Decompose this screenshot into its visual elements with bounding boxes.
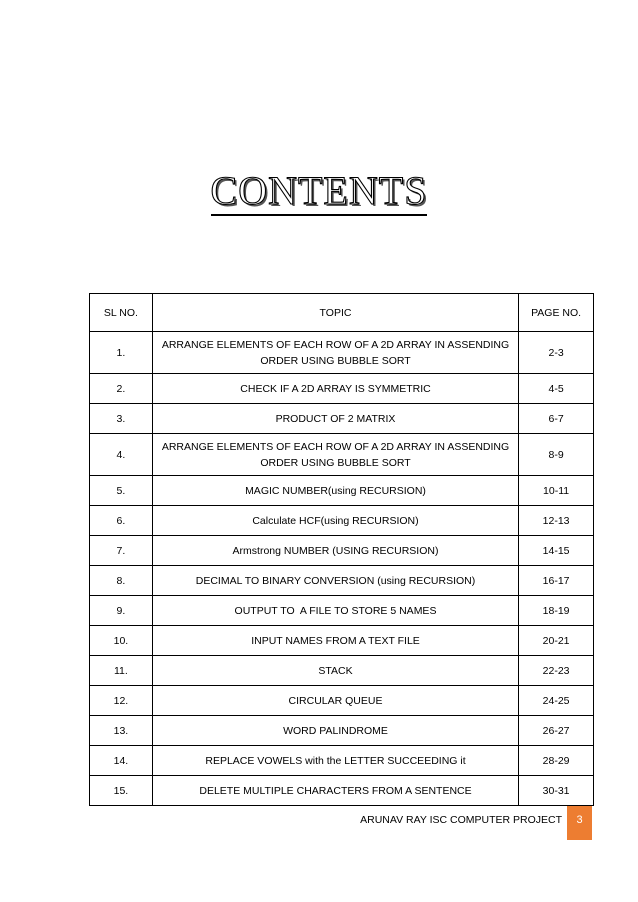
row-sl-no: 12. xyxy=(90,686,153,716)
table-row xyxy=(90,776,594,806)
row-sl-no: 8. xyxy=(90,566,153,596)
row-topic: Calculate HCF(using RECURSION) xyxy=(152,506,518,536)
row-page-no: 10-11 xyxy=(519,476,594,506)
table-row xyxy=(90,626,594,656)
row-topic: Armstrong NUMBER (USING RECURSION) xyxy=(152,536,518,566)
row-topic-line: ARRANGE ELEMENTS OF EACH ROW OF A 2D ARRAY IN ASSENDING xyxy=(161,338,510,351)
table-row xyxy=(90,566,594,596)
page-title-text: CONTENTS xyxy=(211,168,428,216)
row-sl-no: 5. xyxy=(90,476,153,506)
row-topic: REPLACE VOWELS with the LETTER SUCCEEDING it xyxy=(152,746,518,776)
contents-table xyxy=(89,293,594,806)
row-page-no: 6-7 xyxy=(519,404,594,434)
table-row xyxy=(90,716,594,746)
table-header-row xyxy=(90,294,594,332)
row-page-no: 30-31 xyxy=(519,776,594,806)
page-title xyxy=(0,166,638,216)
row-sl-no: 9. xyxy=(90,596,153,626)
row-page-no: 12-13 xyxy=(519,506,594,536)
header-sl-no: SL NO. xyxy=(90,294,153,332)
table-row xyxy=(90,404,594,434)
row-sl-no: 11. xyxy=(90,656,153,686)
row-topic: CHECK IF A 2D ARRAY IS SYMMETRIC xyxy=(152,374,518,404)
table-row xyxy=(90,374,594,404)
row-topic-line: ARRANGE ELEMENTS OF EACH ROW OF A 2D ARRAY IN ASSENDING xyxy=(161,440,510,453)
table-row xyxy=(90,506,594,536)
row-sl-no: 7. xyxy=(90,536,153,566)
row-page-no: 20-21 xyxy=(519,626,594,656)
row-topic: MAGIC NUMBER(using RECURSION) xyxy=(152,476,518,506)
row-topic xyxy=(152,332,518,374)
row-topic: STACK xyxy=(152,656,518,686)
row-page-no: 8-9 xyxy=(519,434,594,476)
page-footer xyxy=(0,806,638,840)
table-row xyxy=(90,476,594,506)
table-row xyxy=(90,596,594,626)
row-topic: DELETE MULTIPLE CHARACTERS FROM A SENTENCE xyxy=(152,776,518,806)
table-row xyxy=(90,536,594,566)
page-number-badge: 3 xyxy=(567,806,592,840)
row-sl-no: 14. xyxy=(90,746,153,776)
table-row xyxy=(90,332,594,374)
row-page-no: 22-23 xyxy=(519,656,594,686)
row-sl-no: 6. xyxy=(90,506,153,536)
row-sl-no: 10. xyxy=(90,626,153,656)
row-topic-line: ORDER USING BUBBLE SORT xyxy=(260,354,411,367)
row-topic: CIRCULAR QUEUE xyxy=(152,686,518,716)
table-row xyxy=(90,686,594,716)
row-sl-no: 15. xyxy=(90,776,153,806)
row-sl-no: 3. xyxy=(90,404,153,434)
row-sl-no: 13. xyxy=(90,716,153,746)
row-page-no: 24-25 xyxy=(519,686,594,716)
header-page-no: PAGE NO. xyxy=(519,294,594,332)
row-topic xyxy=(152,434,518,476)
row-sl-no: 4. xyxy=(90,434,153,476)
row-topic-line: ORDER USING BUBBLE SORT xyxy=(260,456,411,469)
table-row xyxy=(90,746,594,776)
table-row xyxy=(90,656,594,686)
row-page-no: 16-17 xyxy=(519,566,594,596)
row-page-no: 26-27 xyxy=(519,716,594,746)
row-sl-no: 1. xyxy=(90,332,153,374)
row-page-no: 28-29 xyxy=(519,746,594,776)
row-topic: PRODUCT OF 2 MATRIX xyxy=(152,404,518,434)
row-page-no: 18-19 xyxy=(519,596,594,626)
row-page-no: 14-15 xyxy=(519,536,594,566)
row-topic: OUTPUT TO A FILE TO STORE 5 NAMES xyxy=(152,596,518,626)
row-sl-no: 2. xyxy=(90,374,153,404)
row-topic: DECIMAL TO BINARY CONVERSION (using RECURSION) xyxy=(152,566,518,596)
row-topic: INPUT NAMES FROM A TEXT FILE xyxy=(152,626,518,656)
header-topic: TOPIC xyxy=(152,294,518,332)
row-page-no: 4-5 xyxy=(519,374,594,404)
row-page-no: 2-3 xyxy=(519,332,594,374)
row-topic: WORD PALINDROME xyxy=(152,716,518,746)
table-row xyxy=(90,434,594,476)
footer-text: ARUNAV RAY ISC COMPUTER PROJECT xyxy=(360,814,562,826)
